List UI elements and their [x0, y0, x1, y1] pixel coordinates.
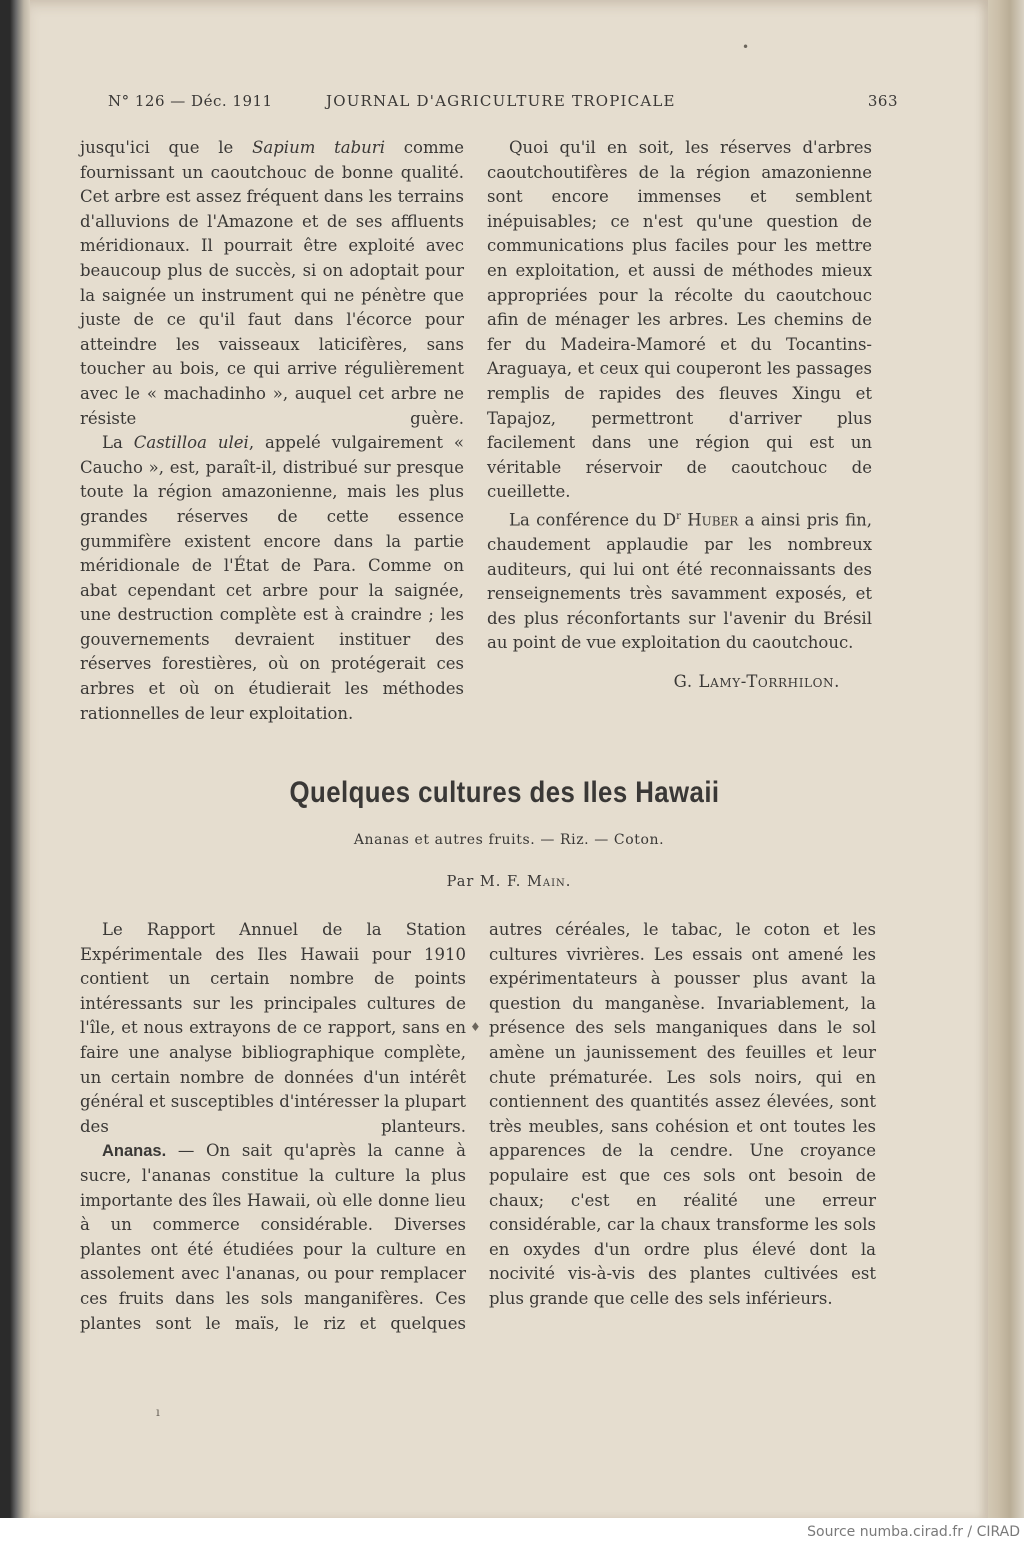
journal-title: JOURNAL D'AGRICULTURE TROPICALE: [326, 92, 676, 110]
paragraph: Le Rapport Annuel de la Station Expérimentale des Iles Hawaii pour 1910 contient un certain nombre de points intéressants sur les principales cultures de l'île, et nous extrayons de ce rapport, sans en faire une analyse bibliographique complète, un certain nombre de données d'un intérêt général et susceptibles d'intéresser la plupart des planteurs.: [80, 920, 466, 1136]
scan-speck: ♦: [470, 1020, 481, 1034]
article2-column-right: [489, 918, 876, 1312]
author-name: Main.: [527, 874, 572, 890]
article-title: Quelques cultures des Iles Hawaii: [289, 776, 720, 809]
running-header: [108, 92, 898, 114]
byline: Par M. F. Main.: [446, 874, 572, 890]
paragraph: jusqu'ici que le Sapium taburi comme fournissant un caoutchouc de bonne qualité. Cet arbre est assez fréquent dans les terrains d'alluvions de l'Amazone et de ses affluents méridionaux. Il pourrait être exploité avec beaucoup plus de succès, si on adoptait pour la saignée un instrument qui ne pénètre que juste de ce qu'il faut dans l'écorce pour atteindre les vaisseaux laticifères, sans toucher au bois, ce qui arrive régulièrement avec le « machadinho », auquel cet arbre ne résiste guère.: [80, 138, 465, 428]
paragraph: autres céréales, le tabac, le coton et les cultures vivrières. Les essais ont amené les expérimentateurs à pousser plus avant la question du manganèse. Invariablement, la présence des sels manganiques dans le sol amène un jaunissement des feuilles et leur chute prématurée. Les sols noirs, qui en contiennent des quantités assez élevées, sont très meubles, sans cohésion et ont toutes les apparences de la cendre. Une croyance populaire est que ces sols ont besoin de chaux; c'est en réalité une erreur considérable, car la chaux transforme les sols en oxydes d'un ordre plus élevé dont la nocivité vis-à-vis des plantes cultivées est plus grande que celle des sels inférieurs.: [489, 920, 876, 1308]
section-heading: Ananas.: [102, 1142, 167, 1161]
issue-date: N° 126 — Déc. 1911: [108, 92, 273, 110]
paragraph: Ananas. — On sait qu'après la canne à sucre, l'ananas constitue la culture la plus importante des îles Hawaii, où elle donne lieu à un commerce considérable. Diverses plantes ont été étudiées pour la culture en assolement avec l'ananas, ou pour remplacer ces fruits dans les sols manganifères. Ces plantes sont le maïs, le riz et quelques: [80, 1141, 466, 1333]
page-edge: [988, 0, 1024, 1518]
article1-column-right: [487, 136, 872, 695]
book-binding: [0, 0, 30, 1518]
species-name: Sapium taburi: [252, 138, 385, 157]
scan-speck: ı: [156, 1405, 160, 1419]
article2-column-left: [80, 918, 466, 1336]
signature: G. Lamy-Torrhilon.: [673, 671, 840, 691]
author-name: Huber: [687, 510, 739, 530]
source-credit: Source numba.cirad.fr / CIRAD: [807, 1524, 1020, 1540]
scan-speck: •: [742, 40, 750, 54]
page-number: 363: [867, 92, 898, 110]
article1-column-left: [80, 136, 464, 726]
paragraph: La conférence du $D^r$ Huber a ainsi pris fin, chaudement applaudie par les nombreux auditeurs, qui lui ont été reconnaissants des renseignements très savamment exposés, et des plus réconfortants sur l'avenir du Brésil au point de vue exploitation du caoutchouc.: [487, 510, 873, 653]
paragraph: Quoi qu'il en soit, les réserves d'arbres caoutchoutifères de la région amazonienne sont encore immenses et semblent inépuisables; ce n'est qu'une question de communications plus faciles pour les mettre en exploitation, et aussi de méthodes mieux appropriées pour la récolte du caoutchouc afin de ménager les arbres. Les chemins de fer du Madeira-Mamoré et du Tocantins-Araguaya, et ceux qui couperont les passages remplis de rapides des fleuves Xingu et Tapajoz, permettront d'arriver plus facilement dans une région qui est un véritable réservoir de caoutchouc de cueillette.: [487, 138, 872, 502]
page-scan: [30, 0, 988, 1518]
species-name: Castilloa ulei: [133, 433, 249, 453]
article-subtitle: Ananas et autres fruits. — Riz. — Coton.: [353, 832, 665, 848]
paragraph: La Castilloa ulei, appelé vulgairement « Caucho », est, paraît-il, distribué sur presque toute la région amazonienne, mais les plus grandes réserves de cette essence gummifère existent encore dans la partie méridionale de l'État de Para. Comme on abat cependant cet arbre pour la saignée, une destruction complète est à craindre ; les gouvernements devraient instituer des réserves forestières, où on protégerait ces arbres et où on étudierait les méthodes rationnelles de leur exploitation.: [80, 433, 464, 723]
